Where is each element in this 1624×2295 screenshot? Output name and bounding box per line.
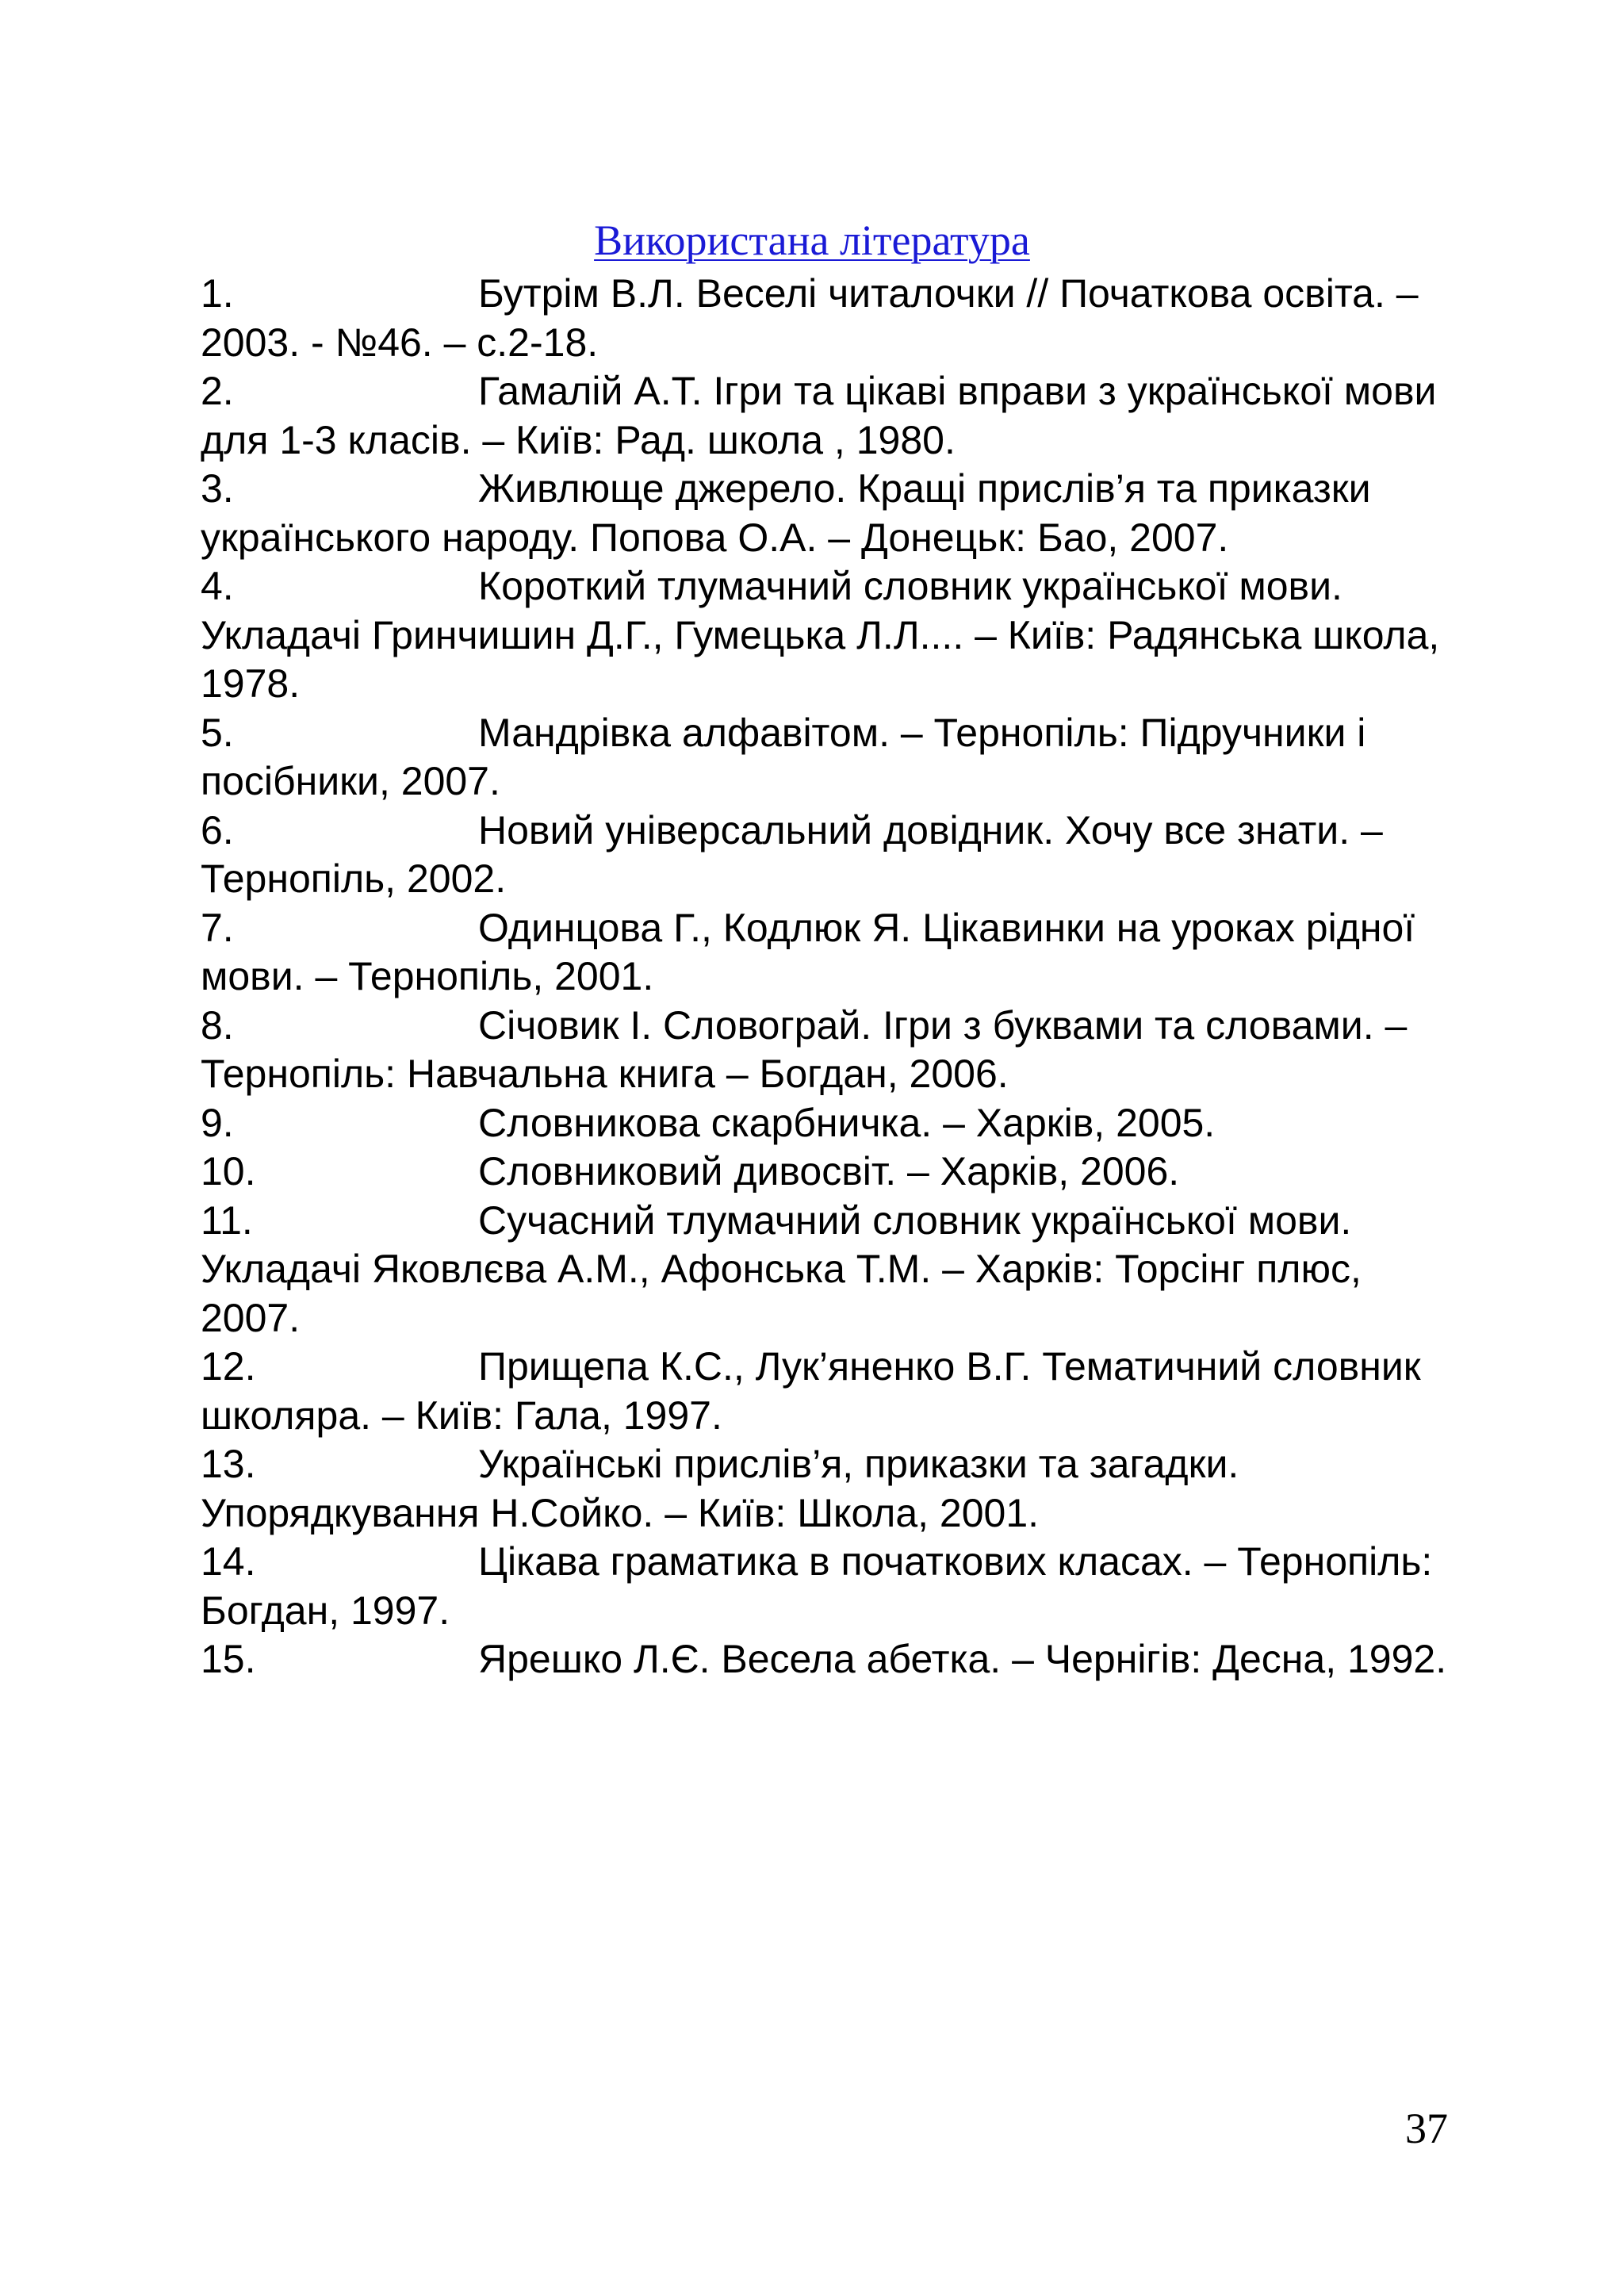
reference-list — [201, 270, 1469, 1684]
reference-text: Прищепа К.С., Лук’яненко В.Г. Тематичний словник школяра. – Київ: Гала, 1997. — [201, 1344, 1421, 1438]
reference-text: Короткий тлумачний словник української мови. Укладачі Гринчишин Д.Г., Гумецька Л.Л.... – Київ: Радянська школа, 1978. — [201, 564, 1440, 706]
reference-text: Цікава граматика в початкових класах. – Тернопіль: Богдан, 1997. — [201, 1539, 1433, 1633]
reference-number: 9. — [201, 1100, 234, 1145]
reference-item — [201, 1538, 1469, 1635]
reference-text: Мандрівка алфавітом. – Тернопіль: Підручники і посібники, 2007. — [201, 710, 1366, 803]
page-title[interactable]: Використана література — [594, 216, 1030, 264]
reference-number: 10. — [201, 1149, 256, 1193]
reference-item — [201, 562, 1469, 709]
reference-text: Січовик І. Словограй. Ігри з буквами та словами. – Тернопіль: Навчальна книга – Богдан, 2006. — [201, 1002, 1408, 1096]
reference-item — [201, 709, 1469, 807]
reference-text: Словниковий дивосвіт. – Харків, 2006. — [478, 1149, 1180, 1193]
reference-text: Словникова скарбничка. – Харків, 2005. — [478, 1100, 1216, 1145]
reference-text: Бутрім В.Л. Веселі читалочки // Початкова освіта. – 2003. - №46. – с.2-18. — [201, 271, 1419, 365]
reference-text: Одинцова Г., Кодлюк Я. Цікавинки на уроках рідної мови. – Тернопіль, 2001. — [201, 905, 1415, 998]
reference-number: 12. — [201, 1344, 256, 1389]
reference-number: 7. — [201, 905, 234, 950]
reference-number: 5. — [201, 710, 234, 755]
reference-item — [201, 1343, 1469, 1440]
reference-item — [201, 270, 1469, 367]
page-number: 37 — [1405, 2105, 1448, 2152]
reference-item — [201, 367, 1469, 465]
reference-item — [201, 1002, 1469, 1099]
reference-number: 1. — [201, 271, 234, 316]
reference-item — [201, 1635, 1469, 1684]
reference-number: 2. — [201, 369, 234, 413]
reference-text: Ярешко Л.Є. Весела абетка. – Чернігів: Десна, 1992. — [478, 1637, 1447, 1681]
reference-number: 13. — [201, 1442, 256, 1486]
reference-text: Гамалій А.Т. Ігри та цікаві вправи з української мови для 1-3 класів. – Київ: Рад. школа , 1980. — [201, 369, 1437, 462]
reference-item — [201, 1148, 1469, 1197]
reference-text: Українські прислів’я, приказки та загадки. Упорядкування Н.Сойко. – Київ: Школа, 2001. — [201, 1442, 1239, 1535]
reference-number: 6. — [201, 807, 234, 852]
reference-item — [201, 465, 1469, 562]
reference-number: 4. — [201, 564, 234, 608]
reference-text: Сучасний тлумачний словник української мови. Укладачі Яковлєва А.М., Афонська Т.М. – Харків: Торсінг плюс, 2007. — [201, 1197, 1362, 1340]
reference-number: 15. — [201, 1637, 256, 1681]
reference-number: 11. — [201, 1197, 253, 1243]
reference-number: 14. — [201, 1539, 256, 1584]
reference-text: Живлюще джерело. Кращі прислів’я та приказки українського народу. Попова О.А. – Донецьк: Бао, 2007. — [201, 466, 1371, 560]
reference-number: 3. — [201, 466, 234, 511]
reference-text: Новий універсальний довідник. Хочу все знати. – Тернопіль, 2002. — [201, 807, 1383, 901]
reference-item — [201, 807, 1469, 904]
reference-item — [201, 1440, 1469, 1538]
reference-item — [201, 1197, 1469, 1343]
reference-item — [201, 904, 1469, 1002]
reference-item — [201, 1099, 1469, 1148]
reference-number: 8. — [201, 1002, 234, 1048]
